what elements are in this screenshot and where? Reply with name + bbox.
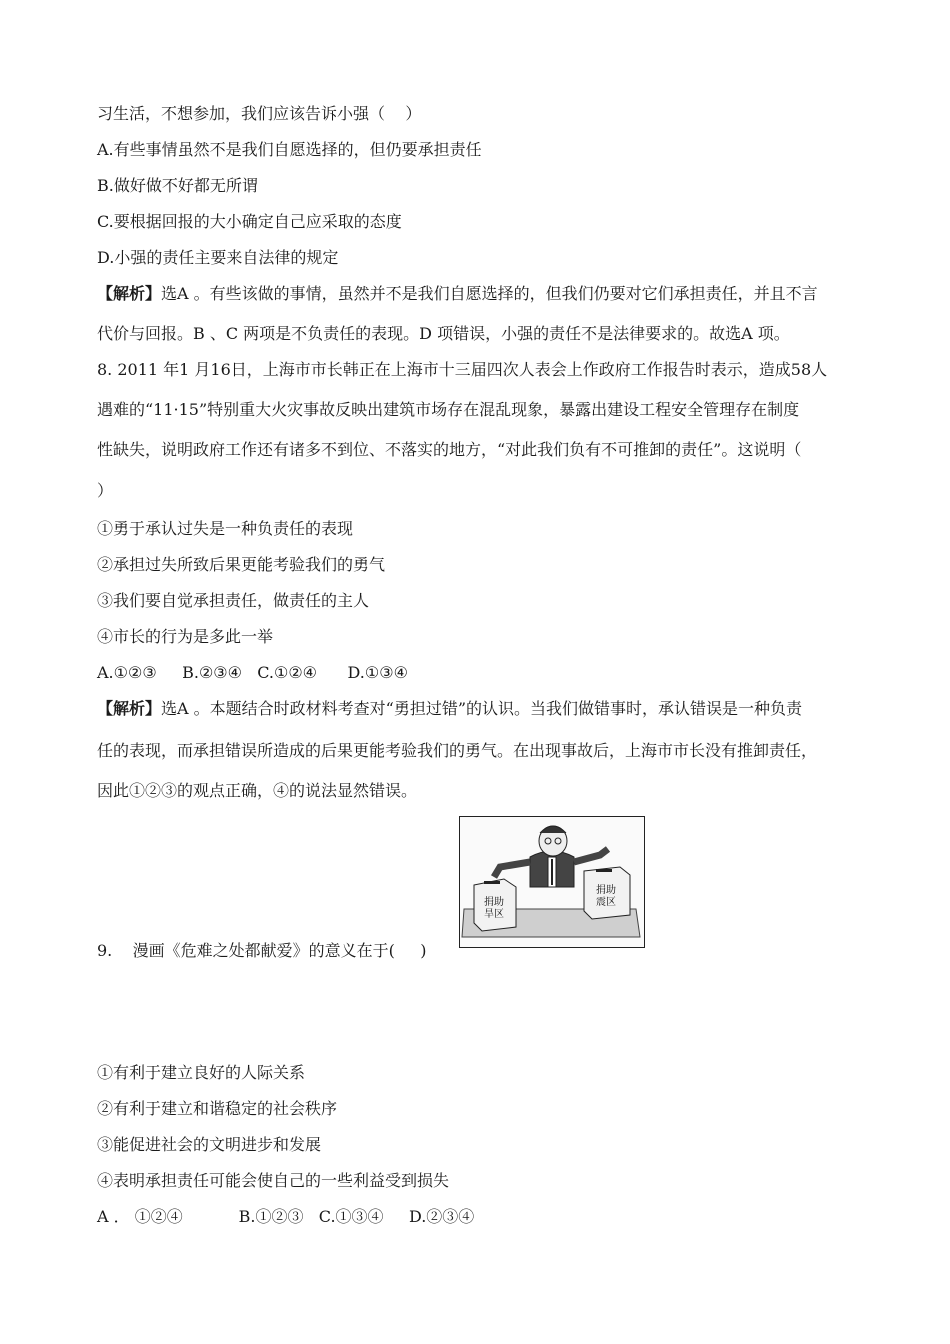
- q9-item-3: ③能促进社会的文明进步和发展: [97, 1135, 322, 1154]
- q8-item-3: ③我们要自觉承担责任，做责任的主人: [97, 591, 370, 610]
- q8-item-2: ②承担过失所致后果更能考验我们的勇气: [97, 555, 386, 574]
- q9-stem: 9. 漫画《危难之处都献爱》的意义在于( ): [97, 941, 427, 960]
- q7-stem-line: 习生活，不想参加，我们应该告诉小强（ ）: [97, 104, 422, 123]
- q7-option-b: B.做好做不好都无所谓: [97, 176, 258, 195]
- cartoon-drawing: [460, 817, 644, 947]
- left-box-label-bottom: 旱区: [484, 909, 504, 920]
- q8-stem-line-4: ）: [97, 481, 114, 500]
- man-hair: [540, 826, 566, 833]
- q8-analysis-text: 选A 。本题结合时政材料考查对“勇担过错”的认识。当我们做错事时，承认错误是一种负责: [161, 699, 803, 718]
- right-box-label-bottom: 震区: [596, 897, 616, 908]
- analysis-tag: 【解析】: [97, 699, 162, 718]
- q7-option-a: A.有些事情虽然不是我们自愿选择的，但仍要承担责任: [97, 140, 482, 159]
- q8-stem-line-1: 8. 2011 年1 月16日，上海市市长韩正在上海市十三届四次人表会上作政府工作报告时表示，造成58人: [97, 360, 828, 379]
- q8-analysis-line-2: 任的表现，而承担错误所造成的后果更能考验我们的勇气。在出现事故后，上海市市长没有推卸责任，: [97, 741, 818, 760]
- q8-analysis-line-1: [97, 699, 802, 719]
- q9-options: A ． ①②④ B.①②③ C.①③④ D.②③④: [97, 1207, 475, 1226]
- q7-analysis-text: 选A 。有些该做的事情，虽然并不是我们自愿选择的，但我们仍要对它们承担责任，并且不言: [161, 284, 818, 303]
- q8-item-1: ①勇于承认过失是一种负责任的表现: [97, 519, 354, 538]
- cartoon-image: [459, 816, 645, 948]
- left-box-slot: [484, 881, 500, 884]
- right-box-slot: [596, 869, 612, 872]
- q8-analysis-line-3: 因此①②③的观点正确，④的说法显然错误。: [97, 781, 418, 800]
- right-box-label-top: 捐助: [596, 885, 616, 896]
- q7-option-c: C.要根据回报的大小确定自己应采取的态度: [97, 212, 402, 231]
- q9-item-2: ②有利于建立和谐稳定的社会秩序: [97, 1099, 338, 1118]
- q9-item-1: ①有利于建立良好的人际关系: [97, 1063, 306, 1082]
- q7-analysis-line-1: [97, 284, 818, 304]
- q8-options: A.①②③ B.②③④ C.①②④ D.①③④: [97, 663, 408, 682]
- man-left-arm: [494, 862, 530, 877]
- q8-stem-line-3: 性缺失，说明政府工作还有诸多不到位、不落实的地方，“对此我们负有不可推卸的责任”。这说明（: [97, 440, 802, 459]
- q8-stem-line-2: 遇难的“11·15”特别重大火灾事故反映出建筑市场存在混乱现象，暴露出建设工程安全管理存在制度: [97, 400, 800, 419]
- q9-item-4: ④表明承担责任可能会使自己的一些利益受到损失: [97, 1171, 450, 1190]
- man-right-arm: [574, 849, 608, 862]
- analysis-tag: 【解析】: [97, 284, 162, 303]
- q7-option-d: D.小强的责任主要来自法律的规定: [97, 248, 339, 267]
- left-box-label-top: 捐助: [484, 897, 504, 908]
- q8-item-4: ④市长的行为是多此一举: [97, 627, 274, 646]
- q7-analysis-line-2: 代价与回报。B 、C 两项是不负责任的表现。D 项错误，小强的责任不是法律要求的。故选A 项。: [97, 324, 790, 343]
